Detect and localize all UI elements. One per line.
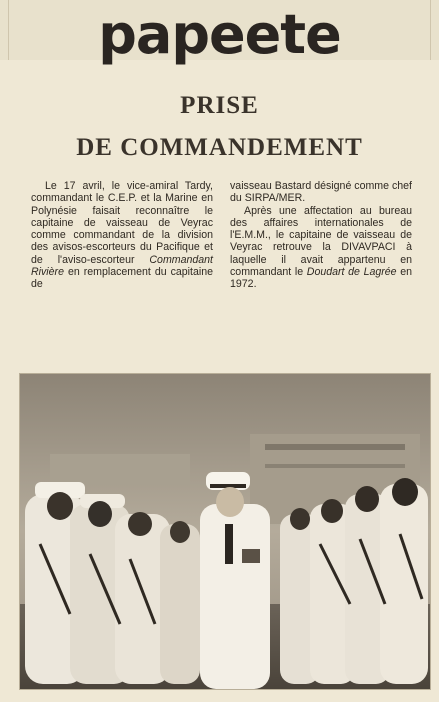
masthead-title: papeete	[98, 3, 341, 66]
col2-text-a: Après une affectation au bureau des affaires internationales de l'E.M.M., le capitaine de vaisseau de Veyrac retrouve la DIVAVPACI à laquelle il avait appartenu en commandant le	[230, 204, 412, 279]
col2-text-b: en 1972.	[230, 266, 412, 291]
article-paragraph-2	[230, 205, 412, 291]
sailors-right	[280, 478, 428, 684]
ship-name-commandant-riviere: Commandant Rivière	[31, 253, 213, 279]
col1-text-a: Le 17 avril, le vice-amiral Tardy, commandant le C.E.P. et la Marine en Polynésie faisait reconnaître le capitaine de vaisseau de Veyrac comme commandant de la division des avisos-escorteurs du Pacifique et de l'aviso-escorteur	[31, 180, 213, 266]
ship-name-doudart: Doudart de Lagrée	[306, 266, 397, 279]
article-paragraph-1	[31, 180, 213, 291]
article-column-1	[31, 180, 213, 291]
ceremony-photo-image	[20, 374, 430, 689]
article-title-line1: PRISE	[180, 92, 259, 119]
article-paragraph-1-cont: vaisseau Bastard désigné comme chef du SIRPA/MER.	[230, 180, 412, 205]
article-title-line2: DE COMMANDEMENT	[76, 134, 363, 161]
ceremony-photo	[19, 373, 431, 690]
article-column-2	[230, 180, 412, 291]
col1-text-b: en remplacement du capitaine de	[31, 266, 213, 291]
